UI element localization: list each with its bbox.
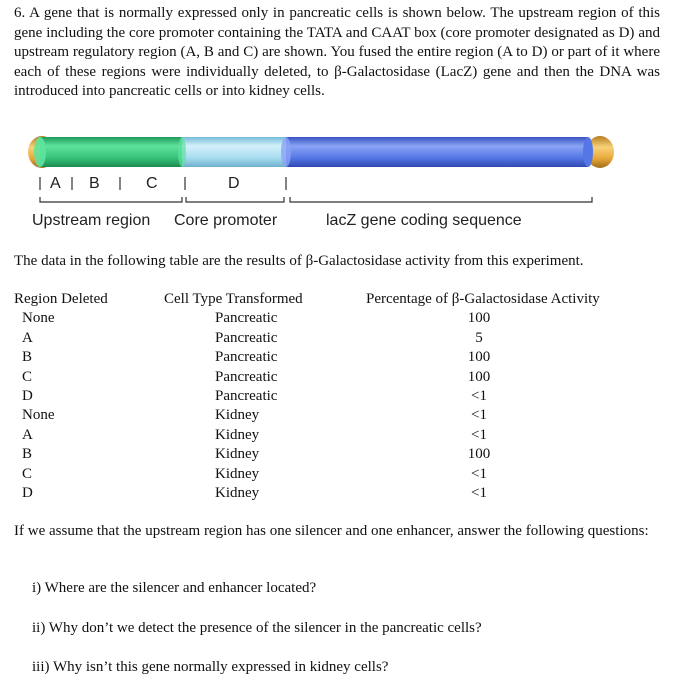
table-cell-cell-type: Pancreatic (215, 329, 278, 346)
table-column-activity (366, 290, 600, 503)
table-cell-cell-type: Pancreatic (215, 349, 278, 366)
question-text: 6. A gene that is normally expressed only in pancreatic cells is shown below. The upstream region of this gene including the core promoter containing the TATA and CAAT box (core promoter designated as D) and upstream regulatory region (A, B and C) are shown. You fused the entire region (A to D) or part of it where each of these regions were individually deleted, to β-Galactosidase (LacZ) gene and then the DNA was introduced into pancreatic cells or into kidney cells. (14, 5, 660, 99)
table-cell-activity: 100 (467, 368, 491, 385)
table-cell-cell-type: Kidney (215, 426, 260, 443)
upstream-segment (40, 137, 182, 167)
table-cell-cell-type: Kidney (215, 465, 260, 482)
lacz-segment (286, 137, 588, 167)
caption-lacz: lacZ gene coding sequence (326, 212, 522, 229)
table-cell-region: C (22, 368, 33, 385)
table-cell-cell-type: Pancreatic (215, 368, 278, 385)
table-cell-activity: 100 (467, 310, 491, 327)
table-cell-region: None (22, 407, 55, 424)
question-i: i) Where are the silencer and enhancer located? (32, 580, 317, 596)
header-region-deleted: Region Deleted (14, 291, 108, 307)
table-cell-region: D (22, 485, 33, 502)
table-column-region (14, 290, 108, 503)
table-cell-cell-type: Pancreatic (215, 310, 278, 327)
table-cell-cell-type: Kidney (215, 407, 260, 424)
table-cell-region: C (22, 465, 33, 482)
table-cell-region: A (22, 329, 33, 346)
caption-upstream: Upstream region (32, 212, 151, 229)
table-cell-activity: 100 (467, 349, 491, 366)
table-cell-activity: <1 (471, 388, 487, 405)
header-cell-type: Cell Type Transformed (164, 291, 303, 307)
core-promoter-segment (182, 137, 286, 167)
caption-core-promoter: Core promoter (174, 212, 278, 229)
table-cell-region: A (22, 426, 33, 443)
table-cell-activity: 100 (467, 446, 491, 463)
segment-label-a: A (50, 175, 61, 192)
table-cell-cell-type: Kidney (215, 446, 260, 463)
table-cell-activity: <1 (471, 465, 487, 482)
segment-label-b: B (89, 175, 100, 192)
assumption-text: If we assume that the upstream region has one silencer and one enhancer, answer the following questions: (14, 523, 649, 539)
table-cell-region: None (22, 310, 55, 327)
table-cell-activity: 5 (475, 329, 483, 346)
question-iii: iii) Why isn’t this gene normally expressed in kidney cells? (32, 659, 389, 675)
table-cell-cell-type: Kidney (215, 485, 260, 502)
segment-label-c: C (146, 175, 158, 192)
table-cell-region: B (22, 446, 33, 463)
table-cell-activity: <1 (471, 485, 487, 502)
table-cell-activity: <1 (471, 407, 487, 424)
table-cell-activity: <1 (471, 426, 487, 443)
table-column-cell-type (164, 290, 303, 503)
table-cell-region: D (22, 388, 33, 405)
table-cell-region: B (22, 349, 33, 366)
question-ii: ii) Why don’t we detect the presence of the silencer in the pancreatic cells? (32, 620, 482, 636)
segment-label-d: D (228, 175, 240, 192)
header-activity: Percentage of β-Galactosidase Activity (366, 291, 600, 307)
table-intro-text: The data in the following table are the results of β-Galactosidase activity from this experiment. (14, 253, 584, 269)
table-cell-cell-type: Pancreatic (215, 388, 278, 405)
